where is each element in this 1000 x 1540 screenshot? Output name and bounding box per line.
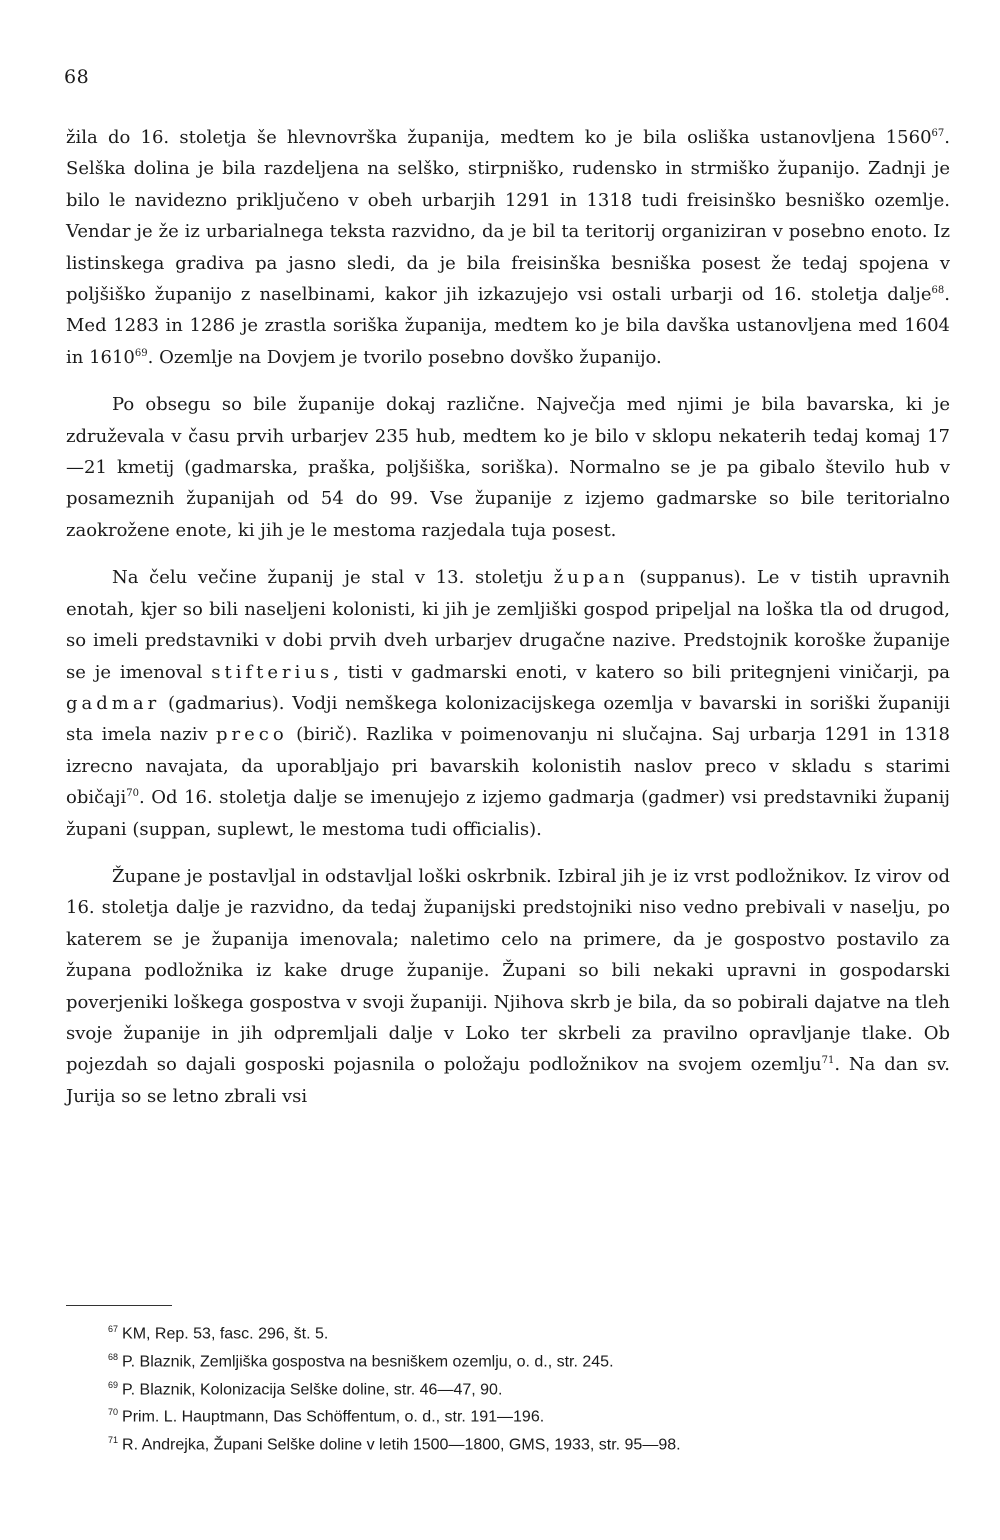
text-run: Po obsegu so bile županije dokaj različne. Največja med njimi je bila bavarska, ki je združevala v času prvih urbarjev 235 hub, medtem ko je bilo v sklopu nekaterih tedaj komaj 17—21 kmetij (gadmarska, praška, poljšiška, soriška). Normalno se je pa gibalo število hub v posameznih županijah od 54 do 99. Vse županije z izjemo gadmarske so bile teritorialno zaokrožene enote, ki jih je le mestoma razjedala tuja posest. (66, 394, 950, 541)
footnote-text: KM, Rep. 53, fasc. 296, št. 5. (122, 1325, 329, 1343)
spaced-term: župan (553, 567, 629, 589)
text-run: . Ozemlje na Dovjem je tvorilo posebno dovško županijo. (147, 346, 662, 368)
footnote-separator (66, 1305, 172, 1306)
spaced-term: preco (216, 724, 288, 746)
footnote-68 (108, 1346, 968, 1374)
text-run: (birič). Razlika v poimenovanju ni slučajna. Saj urbarja 1291 in 1318 izrecno navajata, da uporabljajo pri bavarskih kolonistih naslov preco v skladu s starimi običaji (66, 724, 950, 809)
text-run: . Od 16. stoletja dalje se imenujejo z izjemo gadmarja (gadmer) vsi predstavniki županij župani (suppan, suplewt, le mestoma tudi officialis). (66, 787, 950, 840)
spaced-term: gadmar (66, 692, 161, 714)
paragraph-1 (66, 122, 950, 373)
text-run: (gadmarius). Vodji nemškega kolonizacijskega ozemlja v bavarski in soriški županiji sta imela naziv (66, 692, 950, 746)
paragraph-4 (66, 861, 950, 1112)
text-run: Na čelu večine županij je stal v 13. stoletju (112, 567, 554, 589)
text-run: . Med 1283 in 1286 je zrastla soriška županija, medtem ko je bila davška ustanovljena med 1604 in 1610 (66, 284, 950, 368)
footnote-67 (108, 1318, 968, 1346)
footnote-mark: 67 (108, 1324, 119, 1334)
footnote-reference: 68 (931, 285, 945, 297)
paragraph-2 (66, 389, 950, 546)
footnote-mark: 71 (108, 1435, 119, 1446)
footnote-mark: 70 (108, 1407, 119, 1418)
text-run: . Selška dolina je bila razdeljena na selško, stirpniško, rudensko in strmiško županijo. Zadnji je bilo le navidezno priključeno v obeh urbarjih 1291 in 1318 tudi freisinško besniško ozemlje. Vendar je že iz urbarialnega teksta razvidno, da je bil ta teritorij organiziran v posebno enoto. Iz listinskega gradiva pa jasno sledi, da je bila freisinška besniška posest že tedaj spojena v poljšiško županijo z naselbinami, kakor jih izkazujejo vsi ostali urbarji od 16. stoletja dalje (66, 127, 950, 306)
footnote-text: P. Blaznik, Kolonizacija Selške doline, str. 46—47, 90. (122, 1380, 503, 1398)
body-text (66, 122, 950, 1128)
footnote-70 (108, 1401, 968, 1429)
footnotes (108, 1318, 968, 1457)
text-run: , tisti v gadmarski enoti, v katero so bili pritegnjeni viničarji, pa (333, 661, 950, 683)
footnote-reference: 69 (134, 347, 148, 359)
footnote-reference: 71 (821, 1055, 835, 1067)
text-run: žila do 16. stoletja še hlevnovrška županija, medtem ko je bila osliška ustanovljena 1560 (66, 127, 932, 148)
text-run: . Na dan sv. Jurija so se letno zbrali vsi (66, 1054, 950, 1107)
footnote-reference: 70 (126, 788, 140, 800)
footnote-text: P. Blaznik, Zemljiška gospostva na besniškem ozemlju, o. d., str. 245. (122, 1353, 614, 1371)
footnote-71 (108, 1429, 968, 1457)
spaced-term: stifterius (211, 661, 334, 683)
footnote-reference: 67 (931, 128, 945, 139)
text-run: (suppanus). Le v tistih upravnih enotah, kjer so bili naseljeni kolonisti, ki jih je zemljiški gospod pripeljal na loška tla od drugod, so imeli predstavniki v dobi prvih dveh urbarjev drugačne nazive. Predstojnik koroške županije se je imenoval (66, 567, 950, 683)
footnote-mark: 69 (108, 1379, 119, 1390)
footnote-text: R. Andrejka, Župani Selške doline v letih 1500—1800, GMS, 1933, str. 95—98. (122, 1436, 681, 1454)
text-run: Župane je postavljal in odstavljal loški oskrbnik. Izbiral jih je iz vrst podložnikov. Iz virov od 16. stoletja dalje je razvidno, da tedaj županijski predstojniki niso vedno prebivali v naselju, po katerem se je županija imenovala; naletimo celo na primere, da je gospostvo postavilo za župana podložnika iz kake druge županije. Župani so bili nekaki upravni in gospodarski poverjeniki loškega gospostva v svoji županiji. Njihova skrb je bila, da so pobirali dajatve na tleh svoje županije in jih odpremljali dalje v Loko ter skrbeli za pravilno opravljanje tlake. Ob pojezdah so dajali gosposki pojasnila o položaju podložnikov na svojem ozemlju (66, 865, 950, 1076)
paragraph-3 (66, 562, 950, 845)
footnote-text: Prim. L. Hauptmann, Das Schöffentum, o. d., str. 191—196. (122, 1408, 545, 1426)
footnote-mark: 68 (108, 1351, 119, 1362)
page-number: 68 (64, 66, 90, 88)
footnote-69 (108, 1374, 968, 1402)
